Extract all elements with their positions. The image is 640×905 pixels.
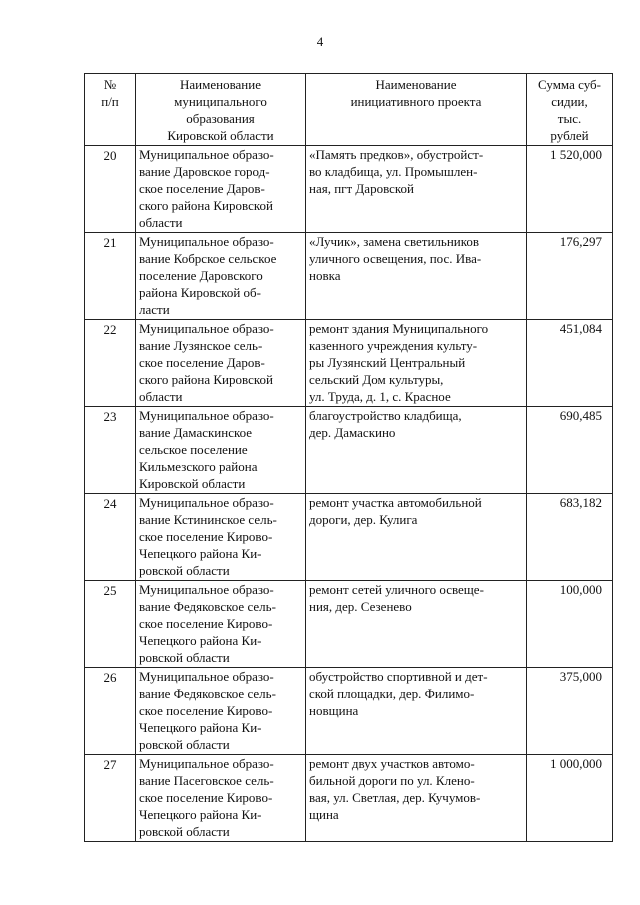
table-row [85, 755, 613, 842]
row-number: 27 [85, 755, 136, 842]
row-project: благоустройство кладбища, дер. Дамаскино [306, 407, 527, 494]
subsidy-table [84, 73, 613, 842]
row-amount: 176,297 [527, 233, 613, 320]
row-amount: 451,084 [527, 320, 613, 407]
row-amount: 375,000 [527, 668, 613, 755]
row-municipality: Муниципальное образо- вание Кобрское сельское поселение Даровского района Кировской об- ласти [136, 233, 306, 320]
row-number: 22 [85, 320, 136, 407]
row-project: ремонт сетей уличного освеще- ния, дер. Сезенево [306, 581, 527, 668]
row-project: обустройство спортивной и дет- ской площадки, дер. Филимо- новщина [306, 668, 527, 755]
header-amount: Сумма суб- сидии, тыс. рублей [527, 74, 613, 146]
row-municipality: Муниципальное образо- вание Кстининское сель- ское поселение Кирово- Чепецкого района Ки- ровской области [136, 494, 306, 581]
table-row [85, 494, 613, 581]
row-number: 26 [85, 668, 136, 755]
row-number: 21 [85, 233, 136, 320]
row-amount: 683,182 [527, 494, 613, 581]
table-row [85, 146, 613, 233]
table-row [85, 233, 613, 320]
row-number: 20 [85, 146, 136, 233]
row-municipality: Муниципальное образо- вание Лузянское сель- ское поселение Даров- ского района Кировской области [136, 320, 306, 407]
row-amount: 690,485 [527, 407, 613, 494]
table-row [85, 407, 613, 494]
table-row [85, 668, 613, 755]
row-municipality: Муниципальное образо- вание Федяковское сель- ское поселение Кирово- Чепецкого района Ки- ровской области [136, 581, 306, 668]
row-number: 24 [85, 494, 136, 581]
row-amount: 100,000 [527, 581, 613, 668]
row-municipality: Муниципальное образо- вание Федяковское сель- ское поселение Кирово- Чепецкого района Ки- ровской области [136, 668, 306, 755]
row-municipality: Муниципальное образо- вание Даровское город- ское поселение Даров- ского района Кировской области [136, 146, 306, 233]
row-project: ремонт участка автомобильной дороги, дер. Кулига [306, 494, 527, 581]
row-municipality: Муниципальное образо- вание Дамаскинское сельское поселение Кильмезского района Кировской области [136, 407, 306, 494]
header-number: № п/п [85, 74, 136, 146]
row-number: 23 [85, 407, 136, 494]
table-row [85, 320, 613, 407]
header-project: Наименование инициативного проекта [306, 74, 527, 146]
row-municipality: Муниципальное образо- вание Пасеговское сель- ское поселение Кирово- Чепецкого района Ки- ровской области [136, 755, 306, 842]
row-number: 25 [85, 581, 136, 668]
row-project: ремонт двух участков автомо- бильной дороги по ул. Клено- вая, ул. Светлая, дер. Кучумов- щина [306, 755, 527, 842]
page-number: 4 [316, 34, 324, 49]
row-amount: 1 520,000 [527, 146, 613, 233]
table-row [85, 581, 613, 668]
row-project: «Память предков», обустройст- во кладбища, ул. Промышлен- ная, пгт Даровской [306, 146, 527, 233]
row-project: «Лучик», замена светильников уличного освещения, пос. Ива- новка [306, 233, 527, 320]
table-header-row [85, 74, 613, 146]
header-municipality: Наименование муниципального образования Кировской области [136, 74, 306, 146]
row-amount: 1 000,000 [527, 755, 613, 842]
row-project: ремонт здания Муниципального казенного учреждения культу- ры Лузянский Центральный сельский Дом культуры, ул. Труда, д. 1, с. Красное [306, 320, 527, 407]
